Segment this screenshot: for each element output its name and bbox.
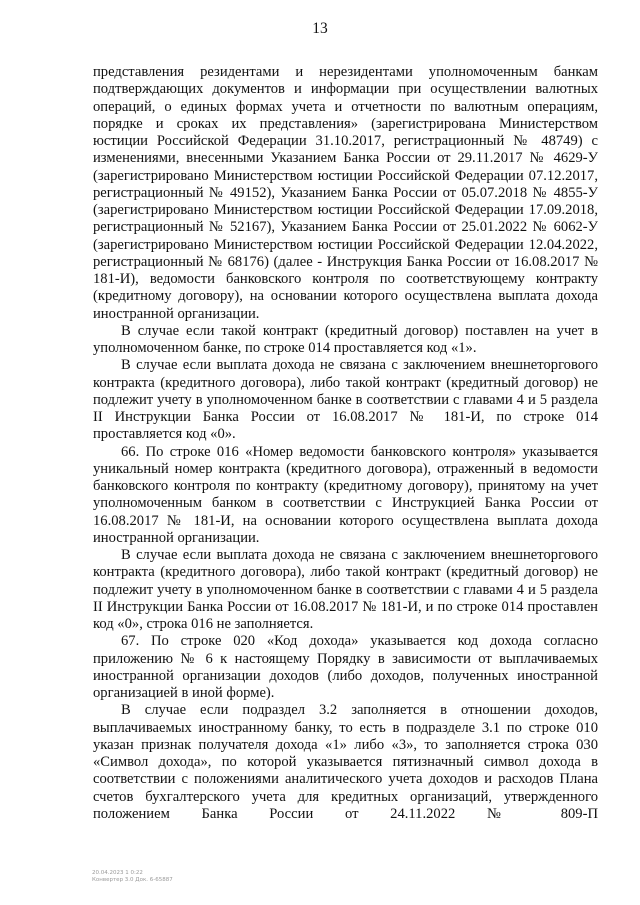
footer-stamp-line: Конвертер 3.0 Док. 6-65887 [92, 877, 173, 883]
paragraph-continuation: представления резидентами и нерезидентами уполномоченным банкам подтверждающих документов и информации при осуществлении валютных операций, о единых формах учета и отчетности по валютным операциям, порядке и сроках их представления» (зарегистрирована Министерством юстиции Российской Федерации 31.10.2017, регистрационный № 48749) с изменениями, внесенными Указанием Банка России от 29.11.2017 № 4629-У (зарегистрировано Министерством юстиции Российской Федерации 07.12.2017, регистрационный № 49152), Указанием Банка России от 05.07.2018 № 4855-У (зарегистрировано Министерством юстиции Российской Федерации 17.09.2018, регистрационный № 52167), Указанием Банка России от 25.01.2022 № 6062-У (зарегистрировано Министерством юстиции Российской Федерации 12.04.2022, регистрационный № 68176) (далее - Инструкция Банка России от 16.08.2017 № 181-И), ведомости банковского контроля по соответствующему контракту (кредитному договору), на основании которого осуществлена выплата дохода иностранной организации. [93, 64, 598, 322]
paragraph-66: 66. По строке 016 «Номер ведомости банковского контроля» указывается уникальный номер контракта (кредитного договора), отраженный в ведомости банковского контроля по контракту (кредитному договору), принятому на учет уполномоченным банком в соответствии с Инструкцией Банка России от 16.08.2017 № 181-И, на основании которого осуществлена выплата дохода иностранной организации. [93, 443, 598, 546]
page-number: 13 [312, 20, 328, 37]
paragraph-67-bank: В случае если подраздел 3.2 заполняется в отношении доходов, выплачиваемых иностранному банку, то есть в подразделе 3.1 по строке 010 указан признак получателя дохода «1» либо «3», то заполняется строка 030 «Символ дохода», по которой указывается пятизначный символ дохода в соответствии с положениями аналитического учета доходов и расходов Плана счетов бухгалтерского учета для кредитных организаций, утвержденного положением Банка России от 24.11.2022 № 809-П [93, 702, 598, 822]
paragraph-67: 67. По строке 020 «Код дохода» указывается код дохода согласно приложению № 6 к настоящему Порядку в зависимости от выплачиваемых иностранной организации доходов (либо доходов, полученных иностранной организацией в иной форме). [93, 633, 598, 701]
paragraph-code-0: В случае если выплата дохода не связана с заключением внешнеторгового контракта (кредитного договора), либо такой контракт (кредитный договор) не подлежит учету в уполномоченном банке в соответствии с главами 4 и 5 раздела II Инструкции Банка России от 16.08.2017 № 181-И, по строке 014 проставляется код «0». [93, 357, 598, 443]
footer-stamp-line: 20.04.2023 1 0:22 [92, 870, 143, 876]
footer-stamp [92, 870, 173, 884]
paragraph-66-exception: В случае если выплата дохода не связана с заключением внешнеторгового контракта (кредитного договора), либо такой контракт (кредитный договор) не подлежит учету в уполномоченном банке в соответствии с главами 4 и 5 раздела II Инструкции Банка России от 16.08.2017 № 181-И, и по строке 014 проставлен код «0», строка 016 не заполняется. [93, 547, 598, 632]
paragraph-code-1: В случае если такой контракт (кредитный договор) поставлен на учет в уполномоченном банке, по строке 014 проставляется код «1». [93, 322, 598, 356]
document-body [93, 64, 598, 823]
